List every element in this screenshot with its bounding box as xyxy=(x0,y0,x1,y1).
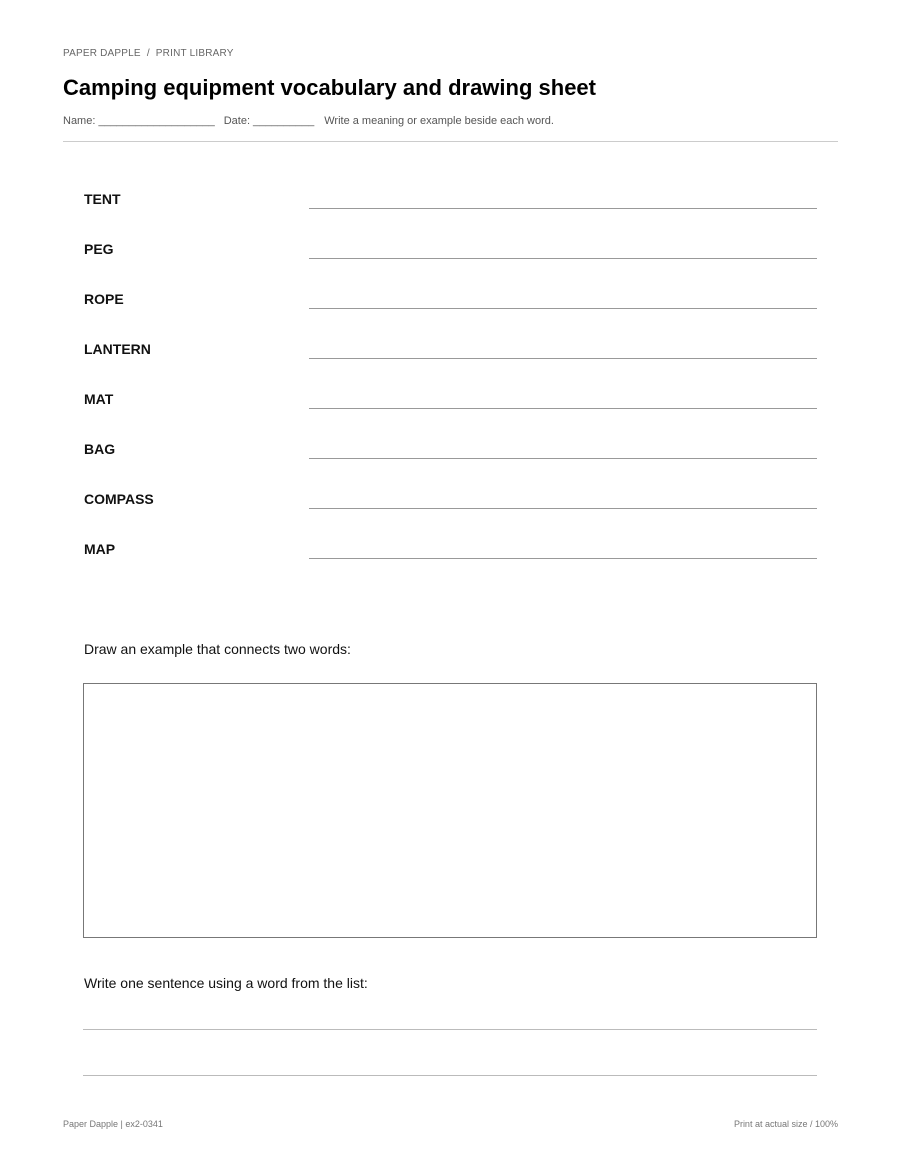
vocab-word: ROPE xyxy=(84,291,124,307)
drawing-prompt: Draw an example that connects two words: xyxy=(84,641,351,657)
breadcrumb-separator: / xyxy=(146,48,150,59)
page-title: Camping equipment vocabulary and drawing sheet xyxy=(63,75,596,100)
answer-line xyxy=(309,258,817,259)
vocab-row-rope xyxy=(0,291,900,341)
vocab-row-peg xyxy=(0,241,900,291)
vocab-row-lantern xyxy=(0,341,900,391)
breadcrumb xyxy=(63,48,234,59)
date-field: Date: __________ xyxy=(223,115,315,127)
worksheet-meta xyxy=(63,115,554,127)
footer-print-note: Print at actual size / 100% xyxy=(733,1119,838,1129)
vocab-row-map xyxy=(0,541,900,591)
vocab-row-compass xyxy=(0,491,900,541)
header-divider xyxy=(63,141,838,142)
vocab-word: MAP xyxy=(84,541,116,557)
vocab-row-tent xyxy=(0,191,900,241)
answer-line xyxy=(309,408,817,409)
answer-line xyxy=(309,308,817,309)
sentence-line xyxy=(83,1029,817,1030)
answer-line xyxy=(309,508,817,509)
vocab-word: BAG xyxy=(84,441,116,457)
sentence-prompt: Write one sentence using a word from the list: xyxy=(84,975,368,991)
instruction-text: Write a meaning or example beside each word. xyxy=(324,115,554,127)
sentence-line xyxy=(83,1075,817,1076)
vocab-word: LANTERN xyxy=(84,341,151,357)
answer-line xyxy=(309,458,817,459)
vocab-row-bag xyxy=(0,441,900,491)
drawing-box xyxy=(83,683,817,938)
answer-line xyxy=(309,208,817,209)
name-field: Name: ___________________ xyxy=(63,115,215,127)
vocab-word: PEG xyxy=(84,241,114,257)
vocab-word: MAT xyxy=(84,391,114,407)
breadcrumb-item-brand[interactable]: PAPER DAPPLE xyxy=(63,48,141,59)
vocab-row-mat xyxy=(0,391,900,441)
answer-line xyxy=(309,358,817,359)
vocab-word: TENT xyxy=(84,191,121,207)
answer-line xyxy=(309,558,817,559)
breadcrumb-item-library[interactable]: PRINT LIBRARY xyxy=(155,48,234,59)
footer-id: Paper Dapple | ex2-0341 xyxy=(63,1119,163,1129)
vocab-word: COMPASS xyxy=(84,491,154,507)
